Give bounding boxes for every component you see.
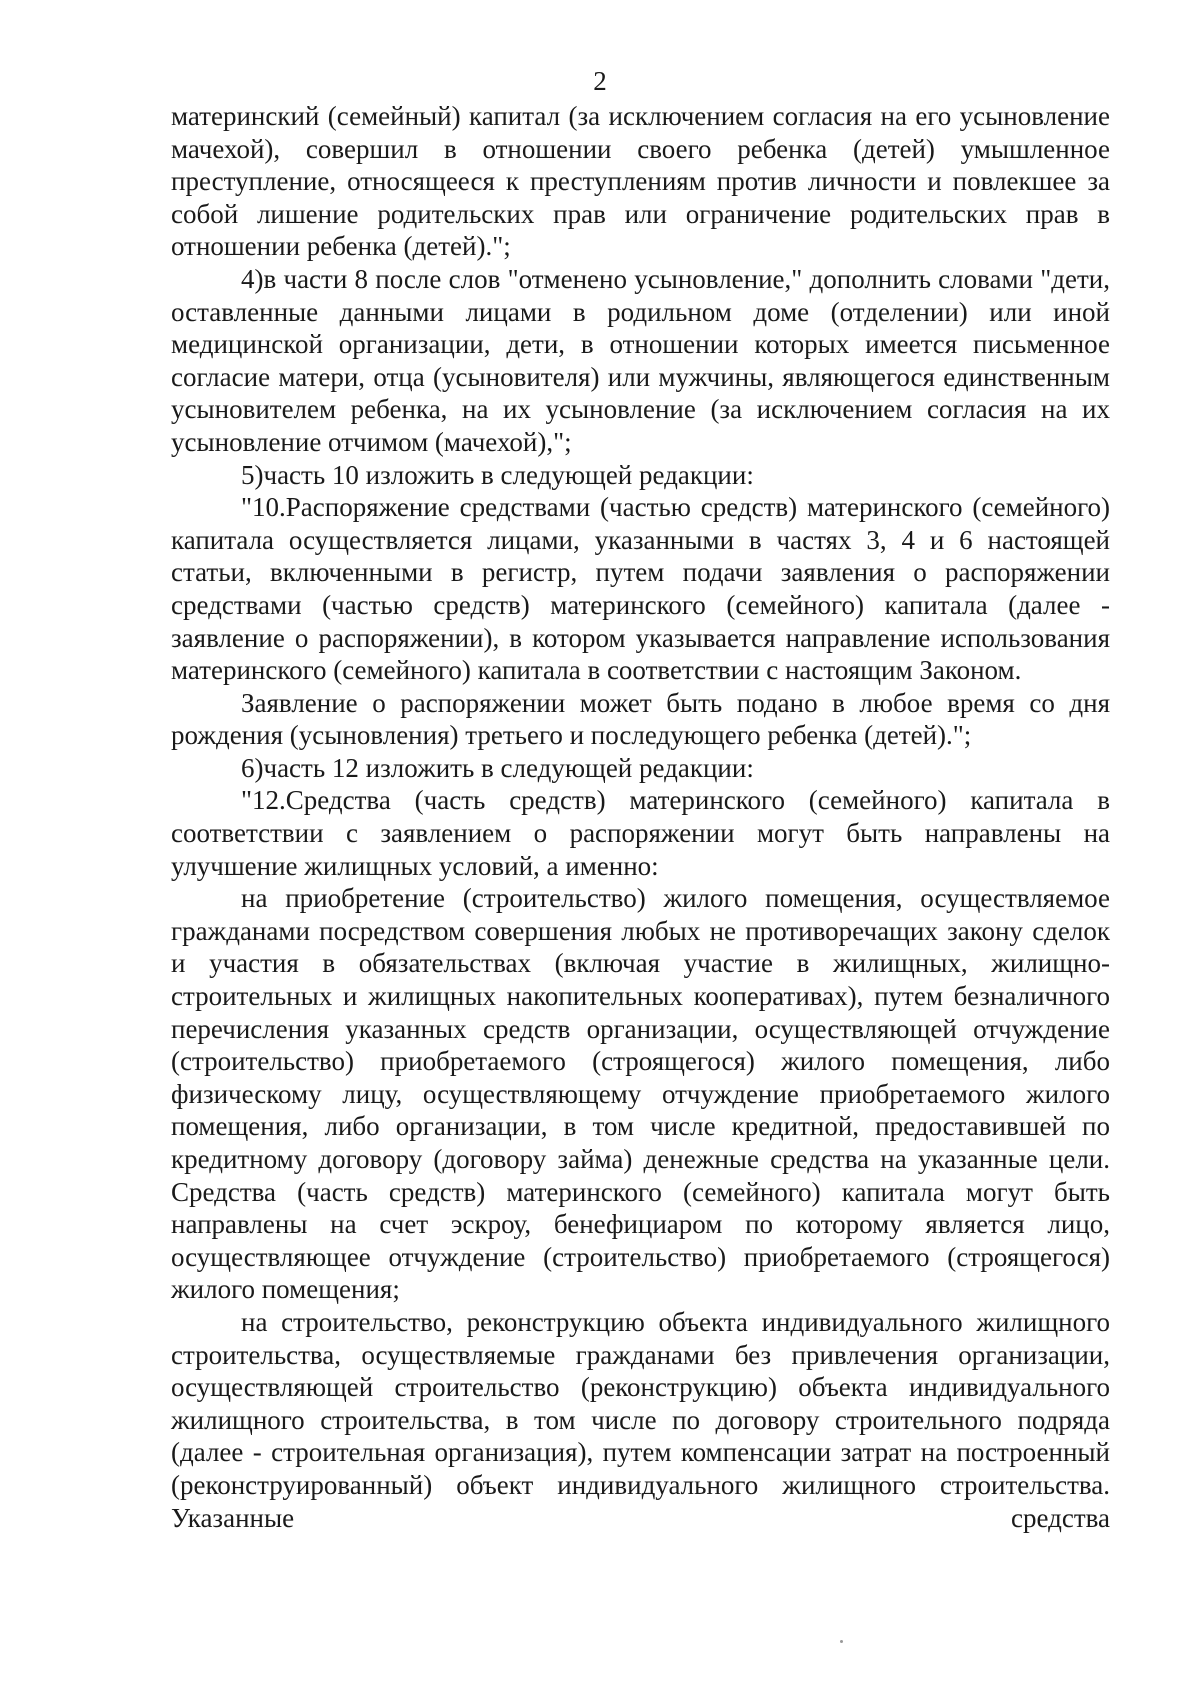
document-body <box>171 100 1110 1534</box>
paragraph-item-6: 6)часть 12 изложить в следующей редакции: <box>241 752 754 783</box>
paragraph-item-4: 4)в части 8 после слов "отменено усыновление," дополнить словами "дети, оставленные данными лицами в родильном доме (отделении) или иной медицинской организации, дети, в отношении которых имеется письменное согласие матери, отца (усыновителя) или мужчины, являющегося единственным усыновителем ребенка, на их усыновление (за исключением согласия на их усыновление отчимом (мачехой),"; <box>171 263 1110 457</box>
page-number: 2 <box>593 66 607 96</box>
paragraph-part-10: "10.Распоряжение средствами (частью средств) материнского (семейного) капитала осуществляется лицами, указанными в частях 3, 4 и 6 настоящей статьи, включенными в регистр, путем подачи заявления о распоряжении средствами (частью средств) материнского (семейного) капитала (далее - заявление о распоряжении), в котором указывается направление использования материнского (семейного) капитала в соответствии с настоящим Законом. <box>171 492 1110 686</box>
paragraph-acquisition: на приобретение (строительство) жилого помещения, осуществляемое гражданами посредством совершения любых не противоречащих закону сделок и участия в обязательствах (включая участие в жилищных, жилищно-строительных и жилищных накопительных кооперативах), путем безналичного перечисления указанных средств организации, осуществляющей отчуждение (строительство) приобретаемого (строящегося) жилого помещения, либо физическому лицу, осуществляющему отчуждение приобретаемого жилого помещения, либо организации, в том числе кредитной, предоставившей по кредитному договору (договору займа) денежные средства на указанные цели. Средства (часть средств) материнского (семейного) капитала могут быть направлены на счет эскроу, бенефициаром по которому является лицо, осуществляющее отчуждение (строительство) приобретаемого (строящегося) жилого помещения; <box>171 883 1110 1305</box>
paragraph-part-12: "12.Средства (часть средств) материнского (семейного) капитала в соответствии с заявлением о распоряжении могут быть направлены на улучшение жилищных условий, а именно: <box>171 785 1110 881</box>
paragraph-application-note: Заявление о распоряжении может быть подано в любое время со дня рождения (усыновления) третьего и последующего ребенка (детей)."; <box>171 687 1110 751</box>
scan-speck <box>840 1640 843 1643</box>
paragraph-construction: на строительство, реконструкцию объекта индивидуального жилищного строительства, осуществляемые гражданами без привлечения организации, осуществляющей строительство (реконструкцию) объекта индивидуального жилищного строительства, в том числе по договору строительного подряда (далее - строительная организация), путем компенсации затрат на построенный (реконструированный) объект индивидуального жилищного строительства. Указанные средства <box>171 1306 1110 1533</box>
paragraph-continuation: материнский (семейный) капитал (за исключением согласия на его усыновление мачехой), совершил в отношении своего ребенка (детей) умышленное преступление, относящееся к преступлениям против личности и повлекшее за собой лишение родительских прав или ограничение родительских прав в отношении ребенка (детей)."; <box>171 101 1110 262</box>
paragraph-item-5: 5)часть 10 изложить в следующей редакции: <box>241 459 754 490</box>
